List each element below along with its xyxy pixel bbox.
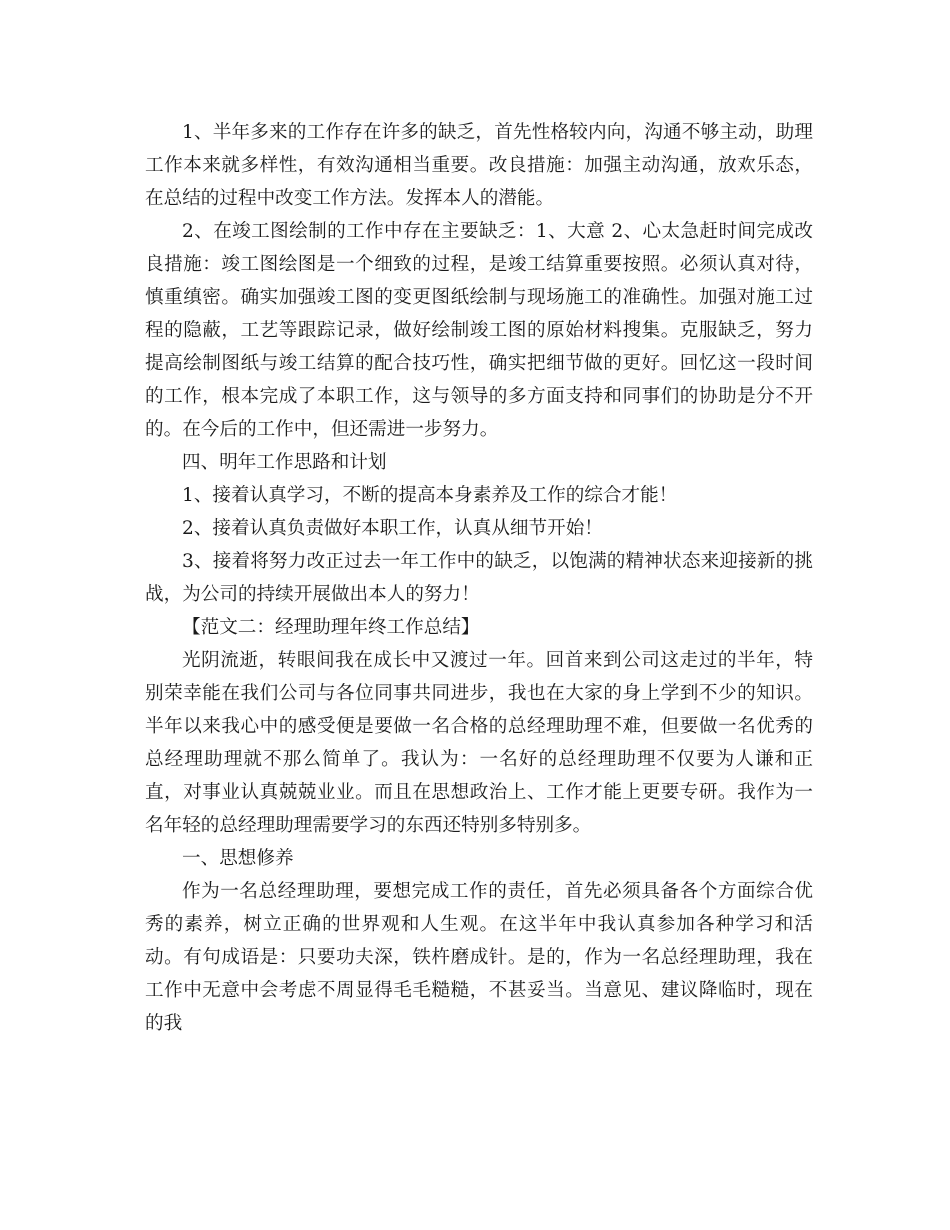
document-body <box>145 116 813 1040</box>
plan-item-1: 1、接着认真学习，不断的提高本身素养及工作的综合才能！ <box>182 485 678 506</box>
intro-paragraph: 光阴流逝，转眼间我在成长中又渡过一年。回首来到公司这走过的半年，特别荣幸能在我们公司与各位同事共同进步，我也在大家的身上学到不少的知识。半年以来我心中的感受便是要做一名合格的总经理助理不难，但要做一名优秀的总经理助理就不那么简单了。我认为：一名好的总经理助理不仅要为人谦和正直，对事业认真兢兢业业。而且在思想政治上、工作才能上更要专研。我作为一名年轻的总经理助理需要学习的东西还特别多特别多。 <box>145 650 813 836</box>
paragraph-item-2: 2、在竣工图绘制的工作中存在主要缺乏：1、大意 2、心太急赶时间完成改良措施：竣工图绘图是一个细致的过程，是竣工结算重要按照。必须认真对待，慎重缜密。确实加强竣工图的变更图纸绘制与现场施工的准确性。加强对施工过程的隐蔽，工艺等跟踪记录，做好绘制竣工图的原始材料搜集。克服缺乏，努力提高绘制图纸与竣工结算的配合技巧性，确实把细节做的更好。回忆这一段时间的工作，根本完成了本职工作，这与领导的多方面支持和同事们的协助是分不开的。在今后的工作中，但还需进一步努力。 <box>145 221 813 440</box>
plan-item-2: 2、接着认真负责做好本职工作，认真从细节开始！ <box>182 518 603 539</box>
sample-title: 【范文二：经理助理年终工作总结】 <box>182 617 480 638</box>
plan-item-3: 3、接着将努力改正过去一年工作中的缺乏，以饱满的精神状态来迎接新的挑战，为公司的持续开展做出本人的努力！ <box>145 551 813 605</box>
thought-paragraph: 作为一名总经理助理，要想完成工作的责任，首先必须具备各个方面综合优秀的素养，树立正确的世界观和人生观。在这半年中我认真参加各种学习和活动。有句成语是：只要功夫深，铁杵磨成针。是的，作为一名总经理助理，我在工作中无意中会考虑不周显得毛毛糙糙，不甚妥当。当意见、建议降临时，现在的我 <box>145 881 813 1034</box>
section-heading-plan: 四、明年工作思路和计划 <box>182 452 387 473</box>
section-heading-thought: 一、思想修养 <box>182 848 294 869</box>
paragraph-item-1: 1、半年多来的工作存在许多的缺乏，首先性格较内向，沟通不够主动，助理工作本来就多样性，有效沟通相当重要。改良措施：加强主动沟通，放欢乐态，在总结的过程中改变工作方法。发挥本人的潜能。 <box>145 122 813 209</box>
